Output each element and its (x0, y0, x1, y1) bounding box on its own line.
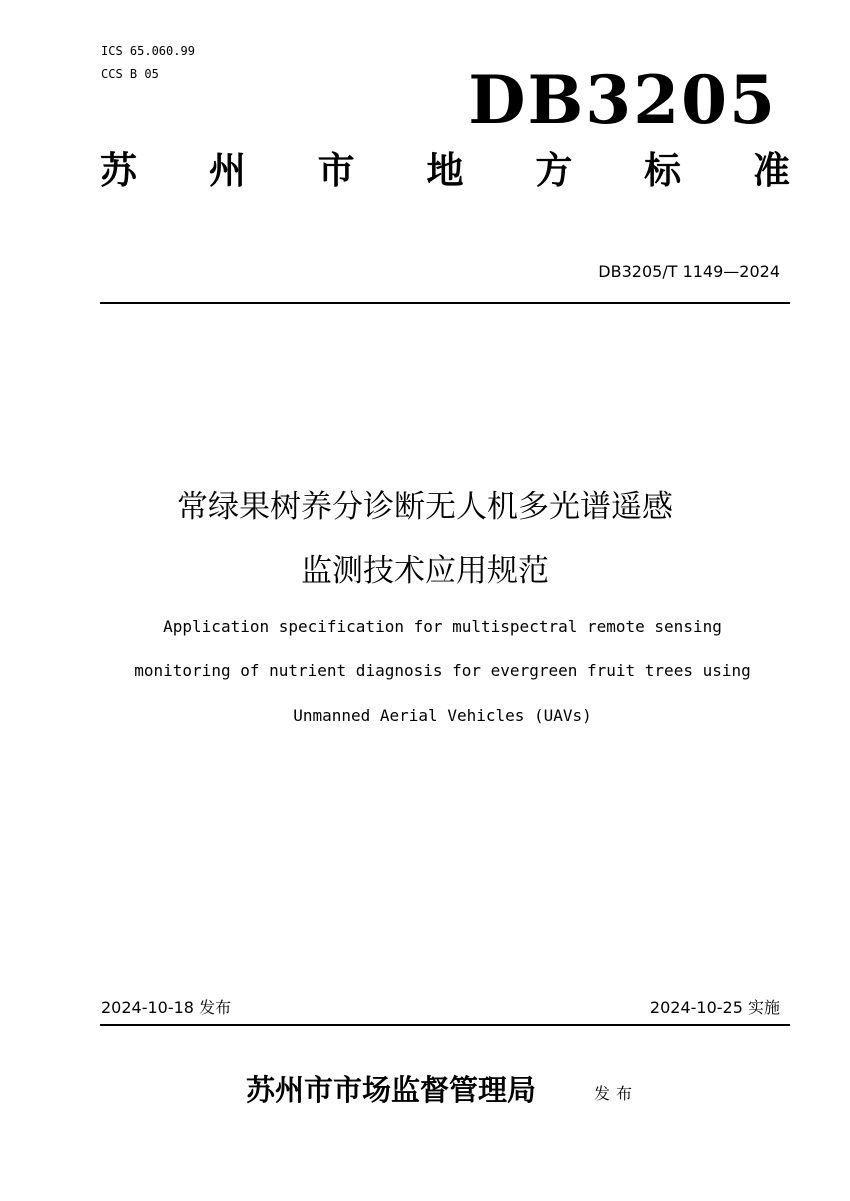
title-cn-line-1: 常绿果树养分诊断无人机多光谱遥感 (177, 489, 673, 525)
implement-date: 2024-10-25 实施 (649, 998, 780, 1017)
local-standard-char: 方 (535, 148, 573, 192)
standard-code: DB3205 (468, 61, 777, 139)
issue-label: 发布 (594, 1084, 639, 1103)
document-number: DB3205/T 1149—2024 (598, 262, 780, 281)
ics-code: ICS 65.060.99 (101, 44, 195, 58)
title-en-line-3: Unmanned Aerial Vehicles (UAVs) (293, 706, 592, 725)
publish-date: 2024-10-18 发布 (101, 998, 232, 1017)
title-en-line-1: Application specification for multispectral remote sensing (163, 617, 722, 636)
local-standard-char: 准 (752, 148, 790, 192)
local-standard-char: 州 (208, 148, 246, 192)
issuing-authority: 苏州市市场监督管理局 (246, 1073, 537, 1107)
footer-divider (100, 1024, 790, 1026)
title-en-line-2: monitoring of nutrient diagnosis for evergreen fruit trees using (134, 661, 751, 680)
local-standard-char: 标 (644, 148, 682, 192)
title-cn-line-2: 监测技术应用规范 (301, 553, 549, 589)
local-standard-char: 市 (317, 148, 355, 192)
local-standard-char: 地 (426, 148, 464, 192)
ccs-code: CCS B 05 (101, 67, 159, 81)
local-standard-title (100, 144, 790, 196)
header-divider (100, 302, 790, 304)
local-standard-char: 苏 (100, 148, 137, 192)
